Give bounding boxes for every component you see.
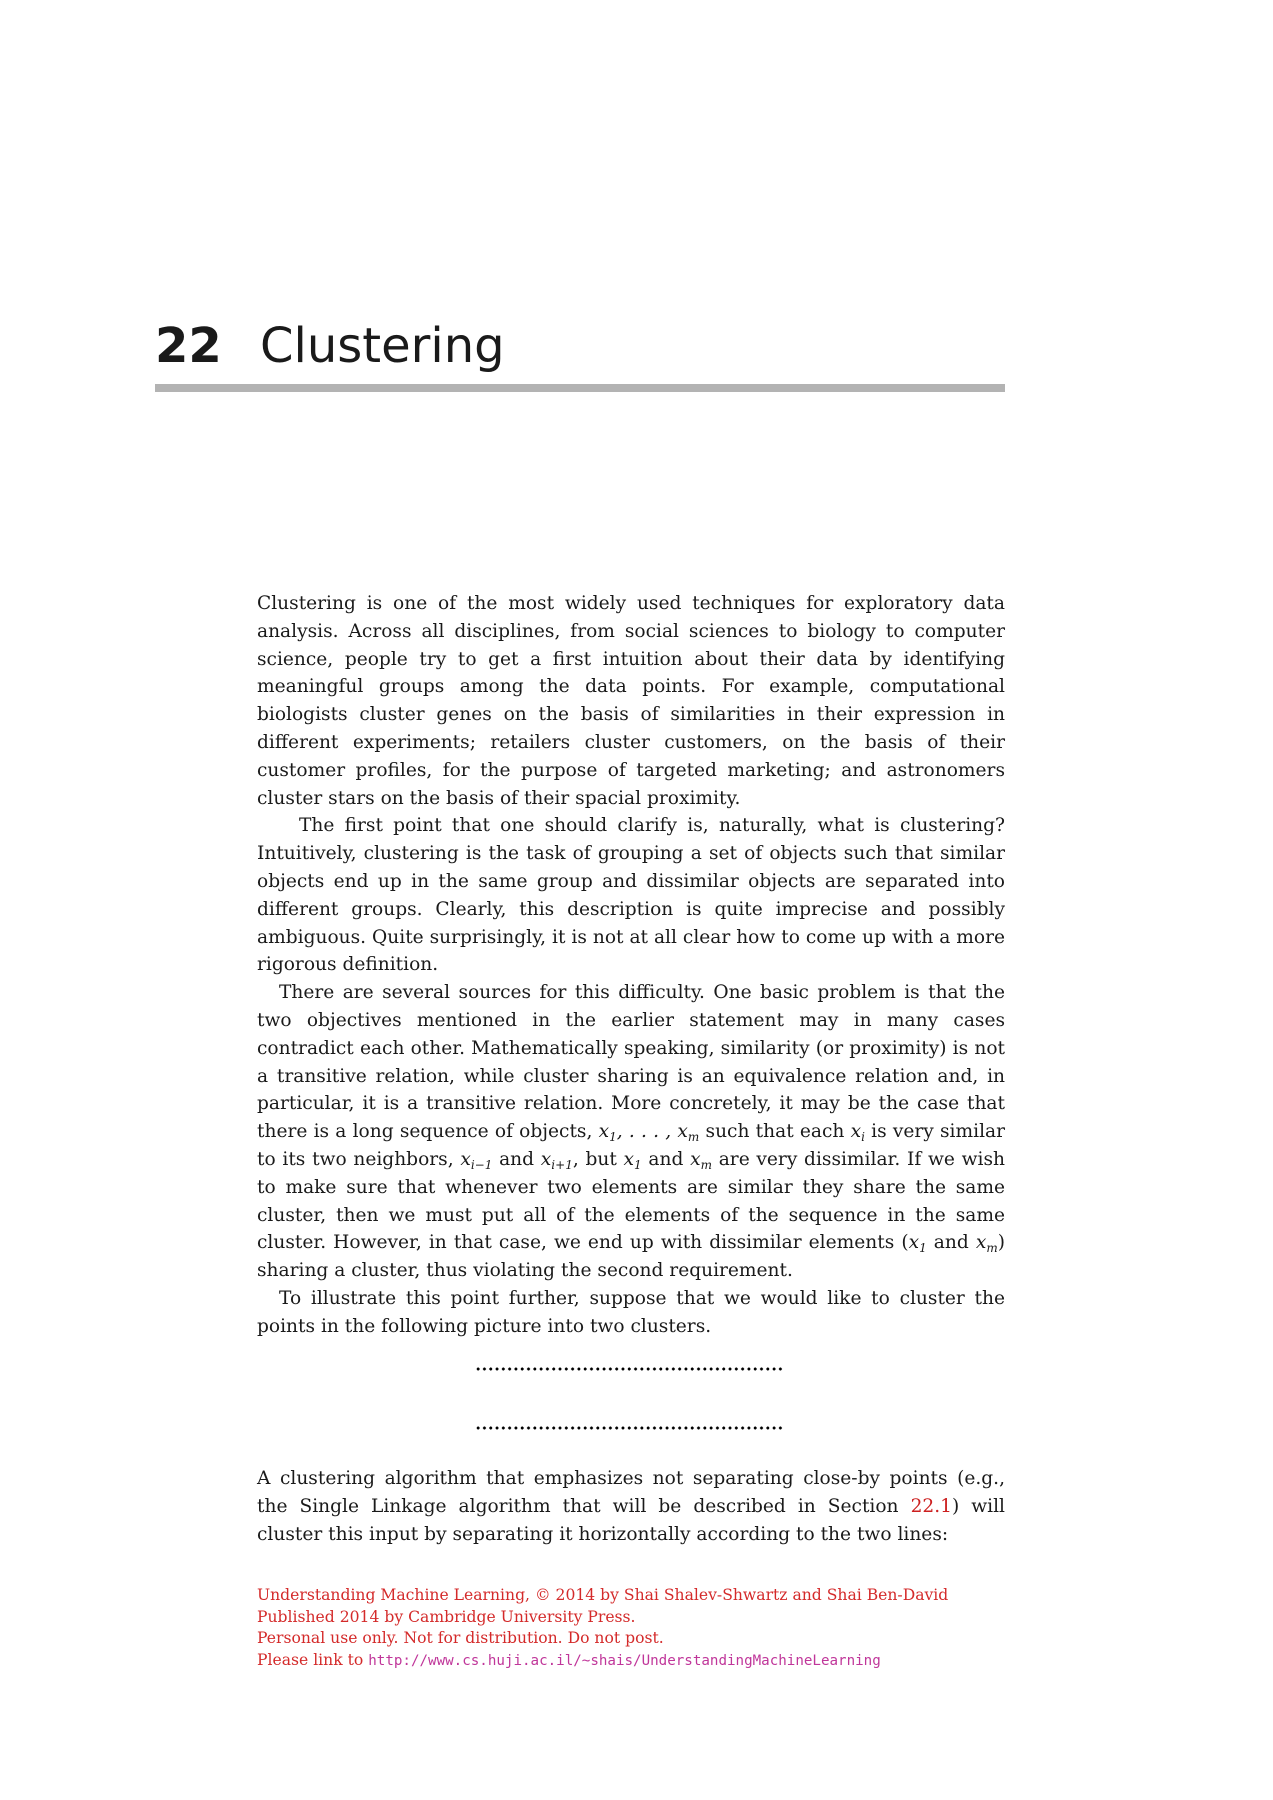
math-xi-plus-1: $x_{i+1}$	[540, 1148, 573, 1172]
paragraph-single-linkage: A clustering algorithm that emphasizes not separating close-by points (e.g., the Single Linkage algorithm that will be described in Section 22.1) will cluster this input by separating it horizontally according to the two lines:	[257, 1468, 1005, 1545]
copyright-footer	[257, 1585, 1017, 1672]
figure-dot-row-bottom	[475, 1425, 785, 1431]
chapter-heading	[155, 318, 1005, 374]
figure-dot-row-top	[475, 1366, 785, 1372]
chapter-number: 22	[155, 318, 222, 374]
paragraph-intro: Clustering is one of the most widely used techniques for exploratory data analysis. Across all disciplines, from social sciences to biology to computer science, people try to get a first intuition about their data by identifying meaningful groups among the data points. For example, computational biologists cluster genes on the basis of similarities in their expression in different experiments; retailers cluster customers, on the basis of their customer profiles, for the purpose of targeted marketing; and astronomers cluster stars on the basis of their spacial proximity.	[257, 593, 1005, 809]
chapter-body	[257, 590, 1005, 1341]
footer-link-line: Please link to http://www.cs.huji.ac.il/~shais/UnderstandingMachineLearning	[257, 1650, 881, 1669]
section-reference-link[interactable]: 22.1	[910, 1495, 952, 1517]
paragraph-definition: The first point that one should clarify is, naturally, what is clustering? Intuitively, clustering is the task of grouping a set of objects such that similar objects end up in the same group and dissimilar objects are separated into different groups. Clearly, this description is quite imprecise and possibly ambiguous. Quite surprisingly, it is not at all clear how to come up with a more rigorous definition.	[257, 815, 1005, 976]
math-x1: $x_1$	[908, 1232, 927, 1256]
paragraph-illustration: To illustrate this point further, suppose that we would like to cluster the points in the following picture into two clusters.	[257, 1287, 1005, 1337]
math-xi: $x_i$	[850, 1121, 865, 1145]
math-xm: $x_m$	[975, 1232, 998, 1256]
footer-copyright: Understanding Machine Learning, © 2014 by Shai Shalev-Shwartz and Shai Ben-David	[257, 1586, 949, 1604]
math-xm: $x_m$	[690, 1148, 712, 1172]
footer-publisher: Published 2014 by Cambridge University Press.	[257, 1607, 636, 1626]
chapter-title: Clustering	[260, 318, 505, 374]
chapter-rule	[155, 384, 1005, 392]
math-x1: $x_1$	[623, 1148, 642, 1172]
paragraph-difficulty: There are several sources for this difficulty. One basic problem is that the two objectives mentioned in the earlier statement may in many cases contradict each other. Mathematically speaking, similarity (or proximity) is not a transitive relation, while cluster sharing is an equivalence relation and, in particular, it is a transitive relation. More concretely, it may be the case that there is a long sequence of objects, $x_1$, . . . , $x_m$ such that each $x_i$ is very similar to its two neighbors, $x_{i-1}$ and $x_{i+1}$, but $x_1$ and $x_m$ are very dissimilar. If we wish to make sure that whenever two elements are similar they share the same cluster, then we must put all of the elements of the sequence in the same cluster. However, in that case, we end up with dissimilar elements ($x_1$ and $x_m$) sharing a cluster, thus violating the second requirement.	[257, 982, 1006, 1282]
math-xi-minus-1: $x_{i-1}$	[460, 1148, 493, 1172]
footer-url-link[interactable]: http://www.cs.huji.ac.il/~shais/UnderstandingMachineLearning	[368, 1652, 881, 1669]
footer-usage-note: Personal use only. Not for distribution. Do not post.	[257, 1629, 664, 1648]
math-x1-to-xm: $x_1$, . . . , $x_m$	[598, 1121, 700, 1145]
